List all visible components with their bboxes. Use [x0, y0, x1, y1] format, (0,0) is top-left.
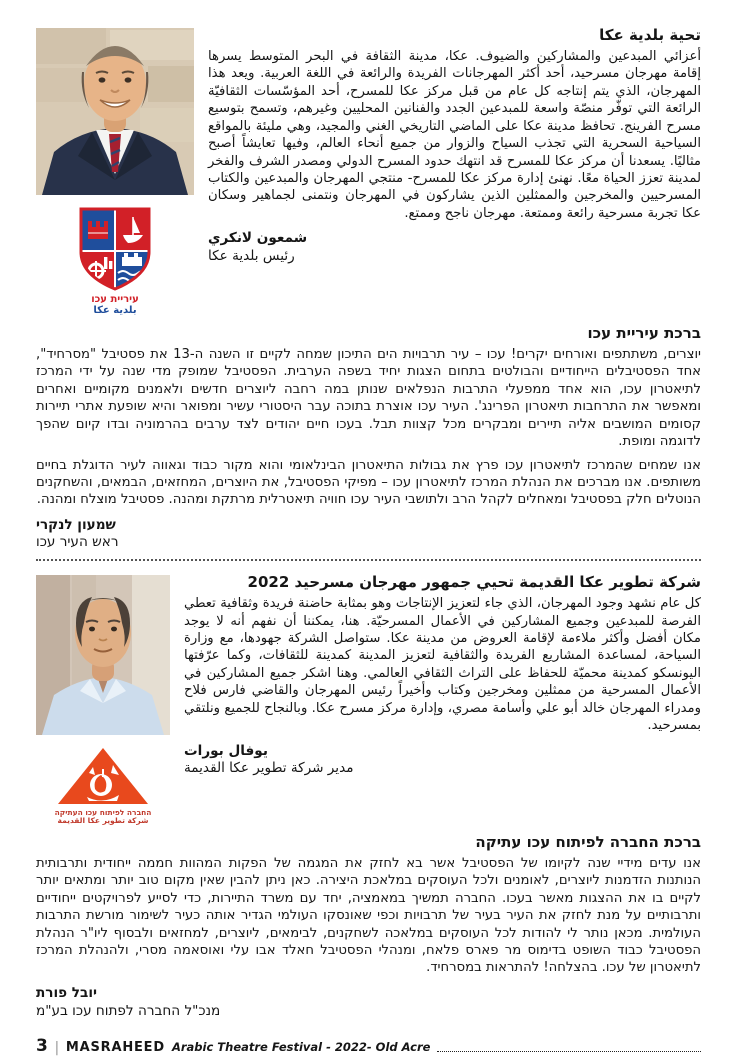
page-content — [36, 26, 701, 1030]
page-number: 3 — [36, 1036, 48, 1056]
acre-municipality-logo — [36, 205, 194, 316]
development-caption-arabic: شركة تطوير عكا القديمة — [57, 816, 149, 826]
municipality-hebrew-title: ברכת עיריית עכו — [587, 324, 701, 342]
acre-municipality-crest-icon — [76, 205, 154, 293]
municipality-hebrew-body-1: יוצרים, משתתפים ואורחים יקרים! עכו – עיר תרבויות הים התיכון שמחה לקיים זו השנה ה-13 את פסטיבל "מסרחיד", אחד הפסטיבלים הייחודיים והבולטים בתחום הצגות יחיד בשפה הערבית. הפסטיבל שמופק מדי שנה על ידי המרכז לתיאטרון עכו, הוא אחד ממפעלי התרבות הנפלאים שנותן במה רחבה ליוצרים חדשים ולאמנים מקומיים ואחרים ומאפשר את התרחבות תיאטרון הפרינג'. העיר עכו אוצרת בתוכה עבר היסטורי עשיר ומפואר והיא שופעת אתרי תיירות קסומים המושבים אליה תיירים ומבקרים מכל קצוות תבל. בעכו חיים יהודים לצד ערבים בהרמוניה ובדו קיום שהפך לדוגמה ומופת. — [36, 347, 701, 450]
section-development-hebrew — [36, 833, 701, 1026]
footer-divider: | — [54, 1038, 59, 1056]
mayor-role-hebrew: ראש העיר עכו — [36, 534, 119, 551]
section-municipality-arabic — [36, 26, 701, 320]
mayor-photo — [36, 28, 194, 195]
acre-municipality-logo-caption — [91, 295, 139, 316]
municipality-arabic-body: أعزائي المبدعين والمشاركين والضيوف. عكا، مدينة الثقافة في البحر المتوسط يسرها إقامة مهرجان مسرحيد، أحد أكثر المهرجانات الفريدة والرائعة في اللغة العربية. ويعد هذا المهرجان، الذي يتم إنتاجه كل عام من قبل مركز عكا للمسرح، أحد المؤسّسات الثقافيّة الرائعة التي توفّر منصّة واسعة للمبدعين الجدد والفنانين المحليين وغيرهم، وتسمح بتوسيع مسرح الفرينج. تحافظ مدينة عكا على الماضي التاريخي الغني والمجيد، وهي مليئة بالمواقع السياحية السحرية التي تجذب السياح والزوار من جميع أنحاء العالم، وفيها تعايشاً أصبح مثاليًا. يسعدنا أن مركز عكا للمسرح قد انتهك حدود المسرح الدولي ومصدر الشرف والفخر لمدينة تعزز الحياة معًا. نهنئ إدارة مركز عكا للمسرح- منتجي المهرجان والمبدعين والكتاب المسرحيين والمخرجين والممثلين الذين يشاركون في المهرجان ونتمنى لجماهير وسكان عكا تجربة مسرحية رائعة وممتعة. مهرجان ناجح وممتع. — [208, 49, 701, 221]
mayor-name-hebrew: שמעון לנקרי — [36, 516, 116, 533]
municipality-arabic-title: تحية بلدية عكا — [599, 26, 701, 44]
development-arabic-body: كل عام نشهد وجود المهرجان، الذي جاء لتعزيز الإنتاجات وهو بمثابة حاضنة فريدة وثقافية تعطي الفرصة للمبدعين وجميع المشاركين في الأعمال المسرحيّة. هنا، يمكننا أن نفهم أنه لا يوجد مكان أفضل وأكثر ملاءمة لإقامة العروض من مدينة عكا. ستواصل الشركة جهودها، مع وزارة السياحة، لمساعدة المشاريع الفريدة والثقافية لتعزيز المدينة كمدينة للثقافات، وكما عرّفتها اليونسكو كمدينة محميّة للحفاظ على التراث الثقافي العالمي. وهنا اشكر جميع المشاركين في الأعمال المسرحية من ممثلين ومخرجين وكتاب وأخيراً رئيس المهرجان والقاضي فارس فلاح ومدراء المهرجان خالد أبو علي وأسامة مصري، وإدارة مركز مسرح عكا. وبالنجاح للجميع ونلتقي بمسرحيد. — [184, 596, 701, 734]
municipality-caption-arabic: بلدية عكا — [93, 304, 137, 316]
director-photo — [36, 575, 170, 735]
mayor-signature-hebrew — [36, 517, 701, 552]
director-name-hebrew: יובל פורת — [36, 984, 97, 1001]
development-arabic-title: شركة تطوير عكا القديمة تحيي جمهور مهرجان مسرحيد 2022 — [247, 573, 701, 592]
section-divider — [36, 558, 701, 561]
development-hebrew-title: ברכת החברה לפיתוח עכו עתיקה — [475, 832, 701, 851]
director-name-arabic: يوفال بورات — [184, 742, 268, 759]
municipality-caption-hebrew: עיריית עכו — [91, 294, 139, 305]
mayor-name-arabic: شمعون لانكري — [208, 230, 308, 247]
festival-tagline: Arabic Theatre Festival - 2022- Old Acre — [171, 1040, 431, 1055]
director-role-hebrew: מנכ"ל החברה לפתוח עכו בע"מ — [36, 1002, 221, 1019]
municipality-hebrew-body-2: אנו שמחים שהמרכז לתיאטרון עכו פרץ את גבולות התיאטרון הבינלאומי והוא מקור כבוד וגאווה לעיר הדוגלת בחיים משותפים. אנו מברכים את הנהלת המרכז לתיאטרון עכו – מפיקי הפסטיבל, את היוצרים, המחזאים, הבמאים, והשחקנים הנוטלים חלק בפסטיבל ומאחלים לקהל הרב ולתושבי העיר עכו חוויה תיאטרלית מרתקת ומהנה. פסטיבל מוצלח ומהנה. — [36, 457, 701, 508]
development-hebrew-body: אנו עדים מידיי שנה לקיומו של הפסטיבל אשר בא לחזק את המגמה של הפקות המהוות חממה ייחודית ותרבותית הנותנות הזדמנות ליוצרים, לאומנים ולכל העוסקים במלאכת היצירה. כאן ניתן להבין שאין מקום טוב יותר ומתאים יותר לקיים בו את ההצגות מאשר בעכו. החברה תמשיך במאמציה, יחד עם משרד התיירות, כדי לסייע לפרויקטים ייחודיים ותרבותיים על מנת לחזק את העיר בעיר של תרבויות וכפי שאונסקו העולמי הגדיר אותה כעיר לשימור מורשת התרבות העולמית. מכאן נותר לי להודות לכל העוסקים במלאכה לשחקנים, לבימאים, ליוצרים, למחזאים ולבסוף ליו"ר הנהלת הפסטיבל כבוד השופט בדימוס מר פארס פלאח, ומנהלי הפסטיבל חאלד אבו עלי ואוסאמה מסרי, ולהנהלת המרכז לתיאטרון של עכו. בהצלחה! להתראות במסרחיד. — [36, 855, 701, 976]
festival-brand: MASRAHEED — [65, 1040, 165, 1056]
footer-leader-dots — [437, 1051, 701, 1052]
development-logo-caption — [55, 809, 152, 825]
mayor-role-arabic: رئيس بلدية عكا — [208, 247, 295, 264]
development-caption-hebrew: החברה לפיתוח עכו העתיקה — [54, 808, 152, 818]
mayor-portrait-image — [36, 28, 194, 195]
development-company-triangle-icon — [55, 745, 151, 807]
development-company-logo — [36, 745, 170, 825]
section-municipality-hebrew — [36, 324, 701, 569]
director-portrait-image — [36, 575, 170, 735]
section-development-arabic — [36, 573, 701, 829]
page-footer — [36, 1030, 701, 1056]
director-role-arabic: مدير شركة تطوير عكا القديمة — [184, 760, 354, 777]
director-signature-hebrew — [36, 985, 701, 1020]
